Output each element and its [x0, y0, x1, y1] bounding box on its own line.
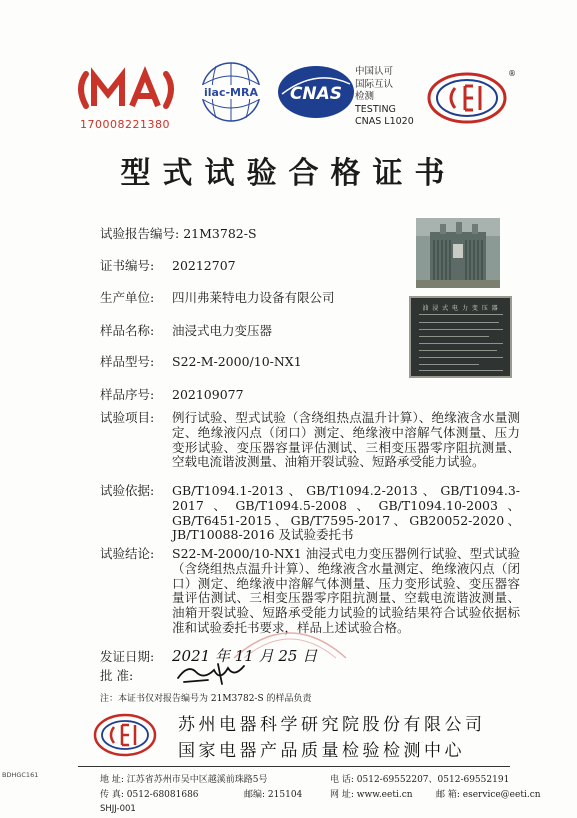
nameplate-title: 油 浸 式 电 力 变 压 器	[422, 305, 499, 312]
report-number-field	[100, 224, 257, 242]
approval-row	[100, 666, 172, 684]
conclusion-label: 试验结论:	[100, 546, 155, 561]
testing-center-name: 国家电器产品质量检验检测中心	[178, 741, 465, 761]
sample-model-label: 样品型号:	[100, 354, 155, 369]
manufacturer-label: 生产单位:	[100, 290, 155, 305]
report-number-label: 试验报告编号:	[100, 226, 180, 241]
fax-row	[100, 787, 199, 800]
ilac-mra-logo	[196, 60, 266, 124]
ilac-label: ilac-MRA	[204, 86, 258, 99]
cma-letters: MA	[72, 58, 74, 59]
test-items-label: 试验项目:	[100, 410, 155, 425]
address-row	[100, 772, 268, 785]
approver-signature	[174, 660, 254, 686]
cnas-line: 国际互认	[355, 78, 394, 90]
postcode-row	[244, 787, 302, 800]
cnas-wordmark: CNAS	[289, 84, 343, 104]
postcode-label: 邮编:	[244, 790, 266, 800]
registered-mark: ®	[508, 69, 516, 78]
website-row	[330, 787, 413, 800]
report-number-value: 21M3782-S	[183, 226, 257, 241]
postcode-value: 215104	[267, 790, 303, 800]
sample-name-value: 油浸式电力变压器	[172, 323, 273, 338]
test-basis-section	[100, 484, 520, 543]
form-code: SHJJ-001	[100, 804, 136, 814]
email-value[interactable]: eservice@eeti.cn	[462, 790, 541, 800]
certificate-number-value: 20212707	[172, 258, 236, 273]
sample-name-label: 样品名称:	[100, 323, 155, 338]
test-items-text: 例行试验、型式试验（含绕组热点温升计算）、绝缘液含水量测定、绝缘液闪点（闭口）测定、绝缘液中溶解气体测量、压力变形试验、变压器容量评估测试、三相变压器零序阻抗测量、空载电流谐波测量、油箱开裂试验、短路承受能力试验。	[172, 410, 520, 470]
cnas-line: TESTING	[355, 103, 396, 115]
cnas-logo	[276, 64, 356, 120]
certificate-note: 注：本证书仅对报告编号为 21M3782-S 的样品负责	[100, 694, 312, 704]
certificate-number-label: 证书编号:	[100, 258, 155, 273]
manufacturer-field	[100, 288, 335, 306]
phone-row	[330, 772, 509, 785]
institution-name: 苏州电器科学研究院股份有限公司	[178, 715, 486, 735]
sample-model-value: S22-M-2000/10-NX1	[172, 354, 302, 369]
cnas-line: CNAS L1020	[355, 116, 414, 127]
cei-logo	[425, 64, 515, 126]
address-label: 地 址:	[100, 775, 124, 785]
cma-code: 170008221380	[80, 118, 170, 131]
email-label: 邮 箱:	[436, 790, 460, 800]
fax-value: 0512-68081686	[126, 790, 199, 800]
side-code: BDHGC161	[2, 771, 39, 779]
nameplate-photo	[409, 296, 512, 378]
certificate-title: 型式试验合格证书	[120, 156, 457, 191]
address-value: 江苏省苏州市吴中区越溪前珠路5号	[126, 775, 268, 785]
issue-date-handwritten: 2021 年 11 月 25 日	[172, 647, 318, 665]
sample-serial-field	[100, 385, 244, 403]
website-value[interactable]: www.eeti.cn	[356, 790, 413, 800]
test-basis-text: GB/T1094.1-2013、GB/T1094.2-2013、GB/T1094.3-2017、GB/T1094.5-2008、GB/T1094.10-2003、GB/T6451-2015、GB/T7595-2017、GB20052-2020、JB/T10088-2016 及试验委托书	[172, 483, 520, 543]
conclusion-text: S22-M-2000/10-NX1 油浸式电力变压器例行试验、型式试验（含绕组热点温升计算）、绝缘液含水量测定、绝缘液闪点（闭口）测定、绝缘液中溶解气体测量、压力变形试验、变压器容量评估测试、三相变压器零序阻抗测量、空载电流谐波测量、油箱开裂试验、短路承受能力试验的试验结果符合试验依据标准和试验委托书要求，样品上述试验合格。	[172, 546, 520, 635]
cnas-line: 检测	[355, 91, 375, 102]
sample-name-field	[100, 321, 272, 339]
issue-date-label: 发证日期:	[100, 649, 155, 664]
transformer-image	[416, 218, 500, 288]
cei-footer-logo	[92, 712, 158, 758]
test-items-section	[100, 411, 520, 470]
sample-model-field	[100, 352, 302, 370]
sample-serial-value: 202109077	[172, 387, 244, 402]
website-label: 网 址:	[330, 790, 354, 800]
fax-label: 传 真:	[100, 790, 124, 800]
sample-serial-label: 样品序号:	[100, 387, 155, 402]
certificate-number-field	[100, 256, 236, 274]
manufacturer-value: 四川弗莱特电力设备有限公司	[172, 290, 335, 305]
phone-value: 0512-69552207、0512-69552191	[356, 775, 510, 785]
cnas-line: 中国认可	[355, 66, 394, 77]
email-row	[436, 787, 541, 800]
test-basis-label: 试验依据:	[100, 483, 155, 498]
phone-label: 电 话:	[330, 775, 354, 785]
transformer-photo	[416, 218, 500, 288]
footer-divider	[78, 766, 510, 767]
cnas-accreditation-text	[355, 66, 414, 129]
approval-label: 批 准:	[100, 668, 134, 683]
